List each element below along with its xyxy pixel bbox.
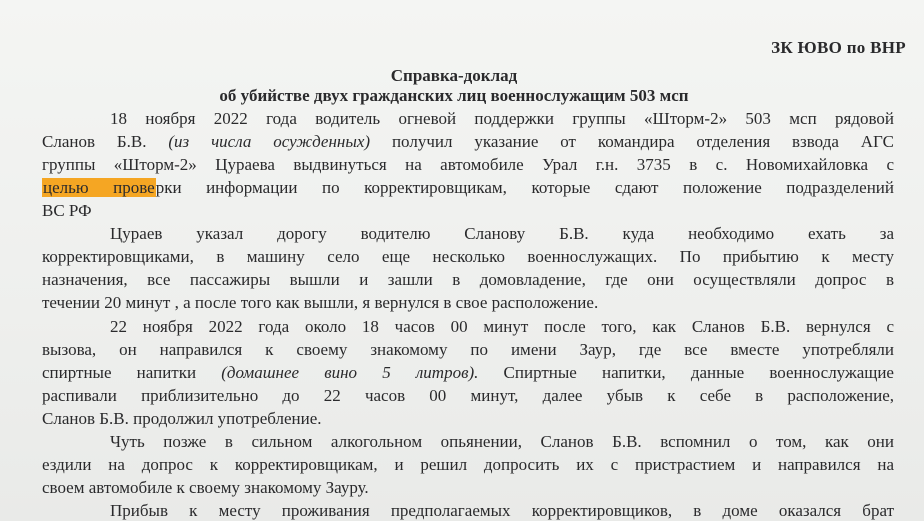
text-segment: Сланов Б.В.: [42, 132, 169, 151]
text-segment: рки информации по корректировщикам, которые сдают положение подразделений: [155, 178, 894, 197]
paragraph-1-line-4: [42, 177, 894, 199]
paragraph-3-line-2: вызова, он направился к своему знакомому по имени Заур, где все вместе употребляли: [42, 340, 894, 359]
paragraph-2-line-3: назначения, все пассажиры вышли и зашли в домовладение, где они осуществляли допрос в: [42, 270, 894, 289]
paragraph-2-line-1: Цураев указал дорогу водителю Сланову Б.В. куда необходимо ехать за: [110, 224, 894, 243]
paragraph-3-line-4: распивали приблизительно до 22 часов 00 минут, далее убыв к себе в расположение,: [42, 386, 894, 405]
text-segment: спиртные напитки: [42, 363, 222, 382]
paragraph-1-line-3: группы «Шторм-2» Цураева выдвинуться на автомобиле Урал г.н. 3735 в с. Новомихайловка с: [42, 155, 894, 174]
document-title: Справка-доклад: [390, 66, 518, 85]
paragraph-5-line-1: Прибыв к месту проживания предполагаемых корректировщиков, в доме оказался брат: [110, 501, 894, 520]
organization-header: ЗК ЮВО по ВНР: [771, 38, 906, 57]
highlighted-text: целью прове: [43, 178, 155, 197]
paragraph-2-line-2: корректировщиками, в машину село еще несколько военнослужащих. По прибытию к месту: [42, 247, 894, 266]
paragraph-1-line-2: [42, 131, 894, 153]
text-segment: получил указание от командира отделения взвода АГС: [370, 132, 895, 151]
paragraph-1-line-5: ВС РФ: [42, 201, 92, 220]
paragraph-4-line-3: своем автомобиле к своему знакомому Зауру.: [42, 478, 369, 497]
paragraph-3-line-3: [42, 362, 894, 384]
paragraph-1-line-1: 18 ноября 2022 года водитель огневой поддержки группы «Шторм-2» 503 мсп рядовой: [110, 109, 894, 128]
italic-note: (домашнее вино 5 литров).: [221, 363, 479, 382]
paragraph-3-line-1: 22 ноября 2022 года около 18 часов 00 минут после того, как Сланов Б.В. вернулся с: [110, 317, 894, 336]
italic-note: (из числа осужденных): [168, 132, 371, 151]
paragraph-4-line-2: ездили на допрос к корректировщикам, и решил допросить их с пристрастием и направился на: [42, 455, 894, 474]
document-subtitle: об убийстве двух гражданских лиц военнослужащим 503 мсп: [219, 86, 689, 105]
paragraph-2-line-4: течении 20 минут , а после того как вышли, я вернулся в свое расположение.: [42, 293, 599, 312]
paragraph-3-line-5: Сланов Б.В. продолжил употребление.: [42, 409, 322, 428]
paragraph-4-line-1: Чуть позже в сильном алкогольном опьянении, Сланов Б.В. вспомнил о том, как они: [110, 432, 894, 451]
text-segment: Спиртные напитки, данные военнослужащие: [478, 363, 894, 382]
